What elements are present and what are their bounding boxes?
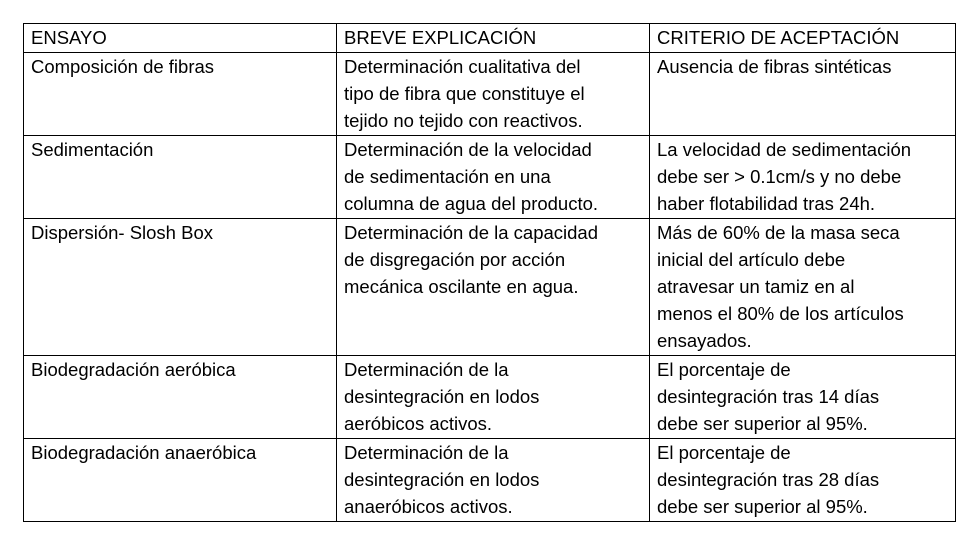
cell-line: Determinación de la velocidad [344, 139, 592, 160]
cell-line: aeróbicos activos. [344, 413, 493, 434]
cell-test [24, 53, 337, 136]
cell-line: tipo de fibra que constituye el [344, 83, 585, 104]
cell-explanation [337, 439, 650, 522]
cell-line: Determinación cualitativa del [344, 56, 581, 77]
cell-line: tejido no tejido con reactivos. [344, 110, 583, 131]
cell-line: desintegración tras 14 días [657, 386, 880, 407]
cell-line: debe ser superior al 95%. [657, 413, 868, 434]
cell-line: de sedimentación en una [344, 166, 551, 187]
table-row [24, 439, 956, 522]
cell-test [24, 136, 337, 219]
cell-line: anaeróbicos activos. [344, 496, 513, 517]
cell-explanation [337, 219, 650, 356]
cell-line: Determinación de la [344, 359, 509, 380]
cell-line: columna de agua del producto. [344, 193, 599, 214]
cell-line: Determinación de la [344, 442, 509, 463]
cell-line: Biodegradación anaeróbica [31, 442, 257, 463]
cell-line: debe ser > 0.1cm/s y no debe [657, 166, 902, 187]
cell-line: Biodegradación aeróbica [31, 359, 236, 380]
table-row [24, 53, 956, 136]
cell-explanation [337, 356, 650, 439]
acceptance-criteria-table [23, 23, 956, 522]
cell-line: mecánica oscilante en agua. [344, 276, 579, 297]
cell-line: desintegración en lodos [344, 469, 540, 490]
cell-line: Determinación de la capacidad [344, 222, 599, 243]
cell-criterion [650, 219, 956, 356]
table-row [24, 219, 956, 356]
cell-line: Ausencia de fibras sintéticas [657, 56, 892, 77]
cell-line: haber flotabilidad tras 24h. [657, 193, 876, 214]
header-criterio-aceptacion: CRITERIO DE ACEPTACIÓN [650, 24, 956, 53]
table-row [24, 136, 956, 219]
cell-line: desintegración en lodos [344, 386, 540, 407]
cell-line: ensayados. [657, 330, 752, 351]
cell-line: desintegración tras 28 días [657, 469, 880, 490]
cell-criterion [650, 356, 956, 439]
cell-line: inicial del artículo debe [657, 249, 846, 270]
table-row [24, 356, 956, 439]
cell-test [24, 356, 337, 439]
cell-line: Sedimentación [31, 139, 154, 160]
cell-criterion [650, 136, 956, 219]
cell-test [24, 219, 337, 356]
cell-explanation [337, 53, 650, 136]
header-ensayo: ENSAYO [24, 24, 337, 53]
cell-line: debe ser superior al 95%. [657, 496, 868, 517]
cell-criterion [650, 439, 956, 522]
cell-line: El porcentaje de [657, 359, 791, 380]
header-breve-explicacion: BREVE EXPLICACIÓN [337, 24, 650, 53]
cell-line: Más de 60% de la masa seca [657, 222, 900, 243]
cell-line: La velocidad de sedimentación [657, 139, 912, 160]
cell-line: atravesar un tamiz en al [657, 276, 855, 297]
table-header-row [24, 24, 956, 53]
cell-line: menos el 80% de los artículos [657, 303, 904, 324]
cell-line: Composición de fibras [31, 56, 215, 77]
cell-explanation [337, 136, 650, 219]
cell-test [24, 439, 337, 522]
cell-line: de disgregación por acción [344, 249, 566, 270]
cell-criterion [650, 53, 956, 136]
cell-line: El porcentaje de [657, 442, 791, 463]
cell-line: Dispersión- Slosh Box [31, 222, 213, 243]
